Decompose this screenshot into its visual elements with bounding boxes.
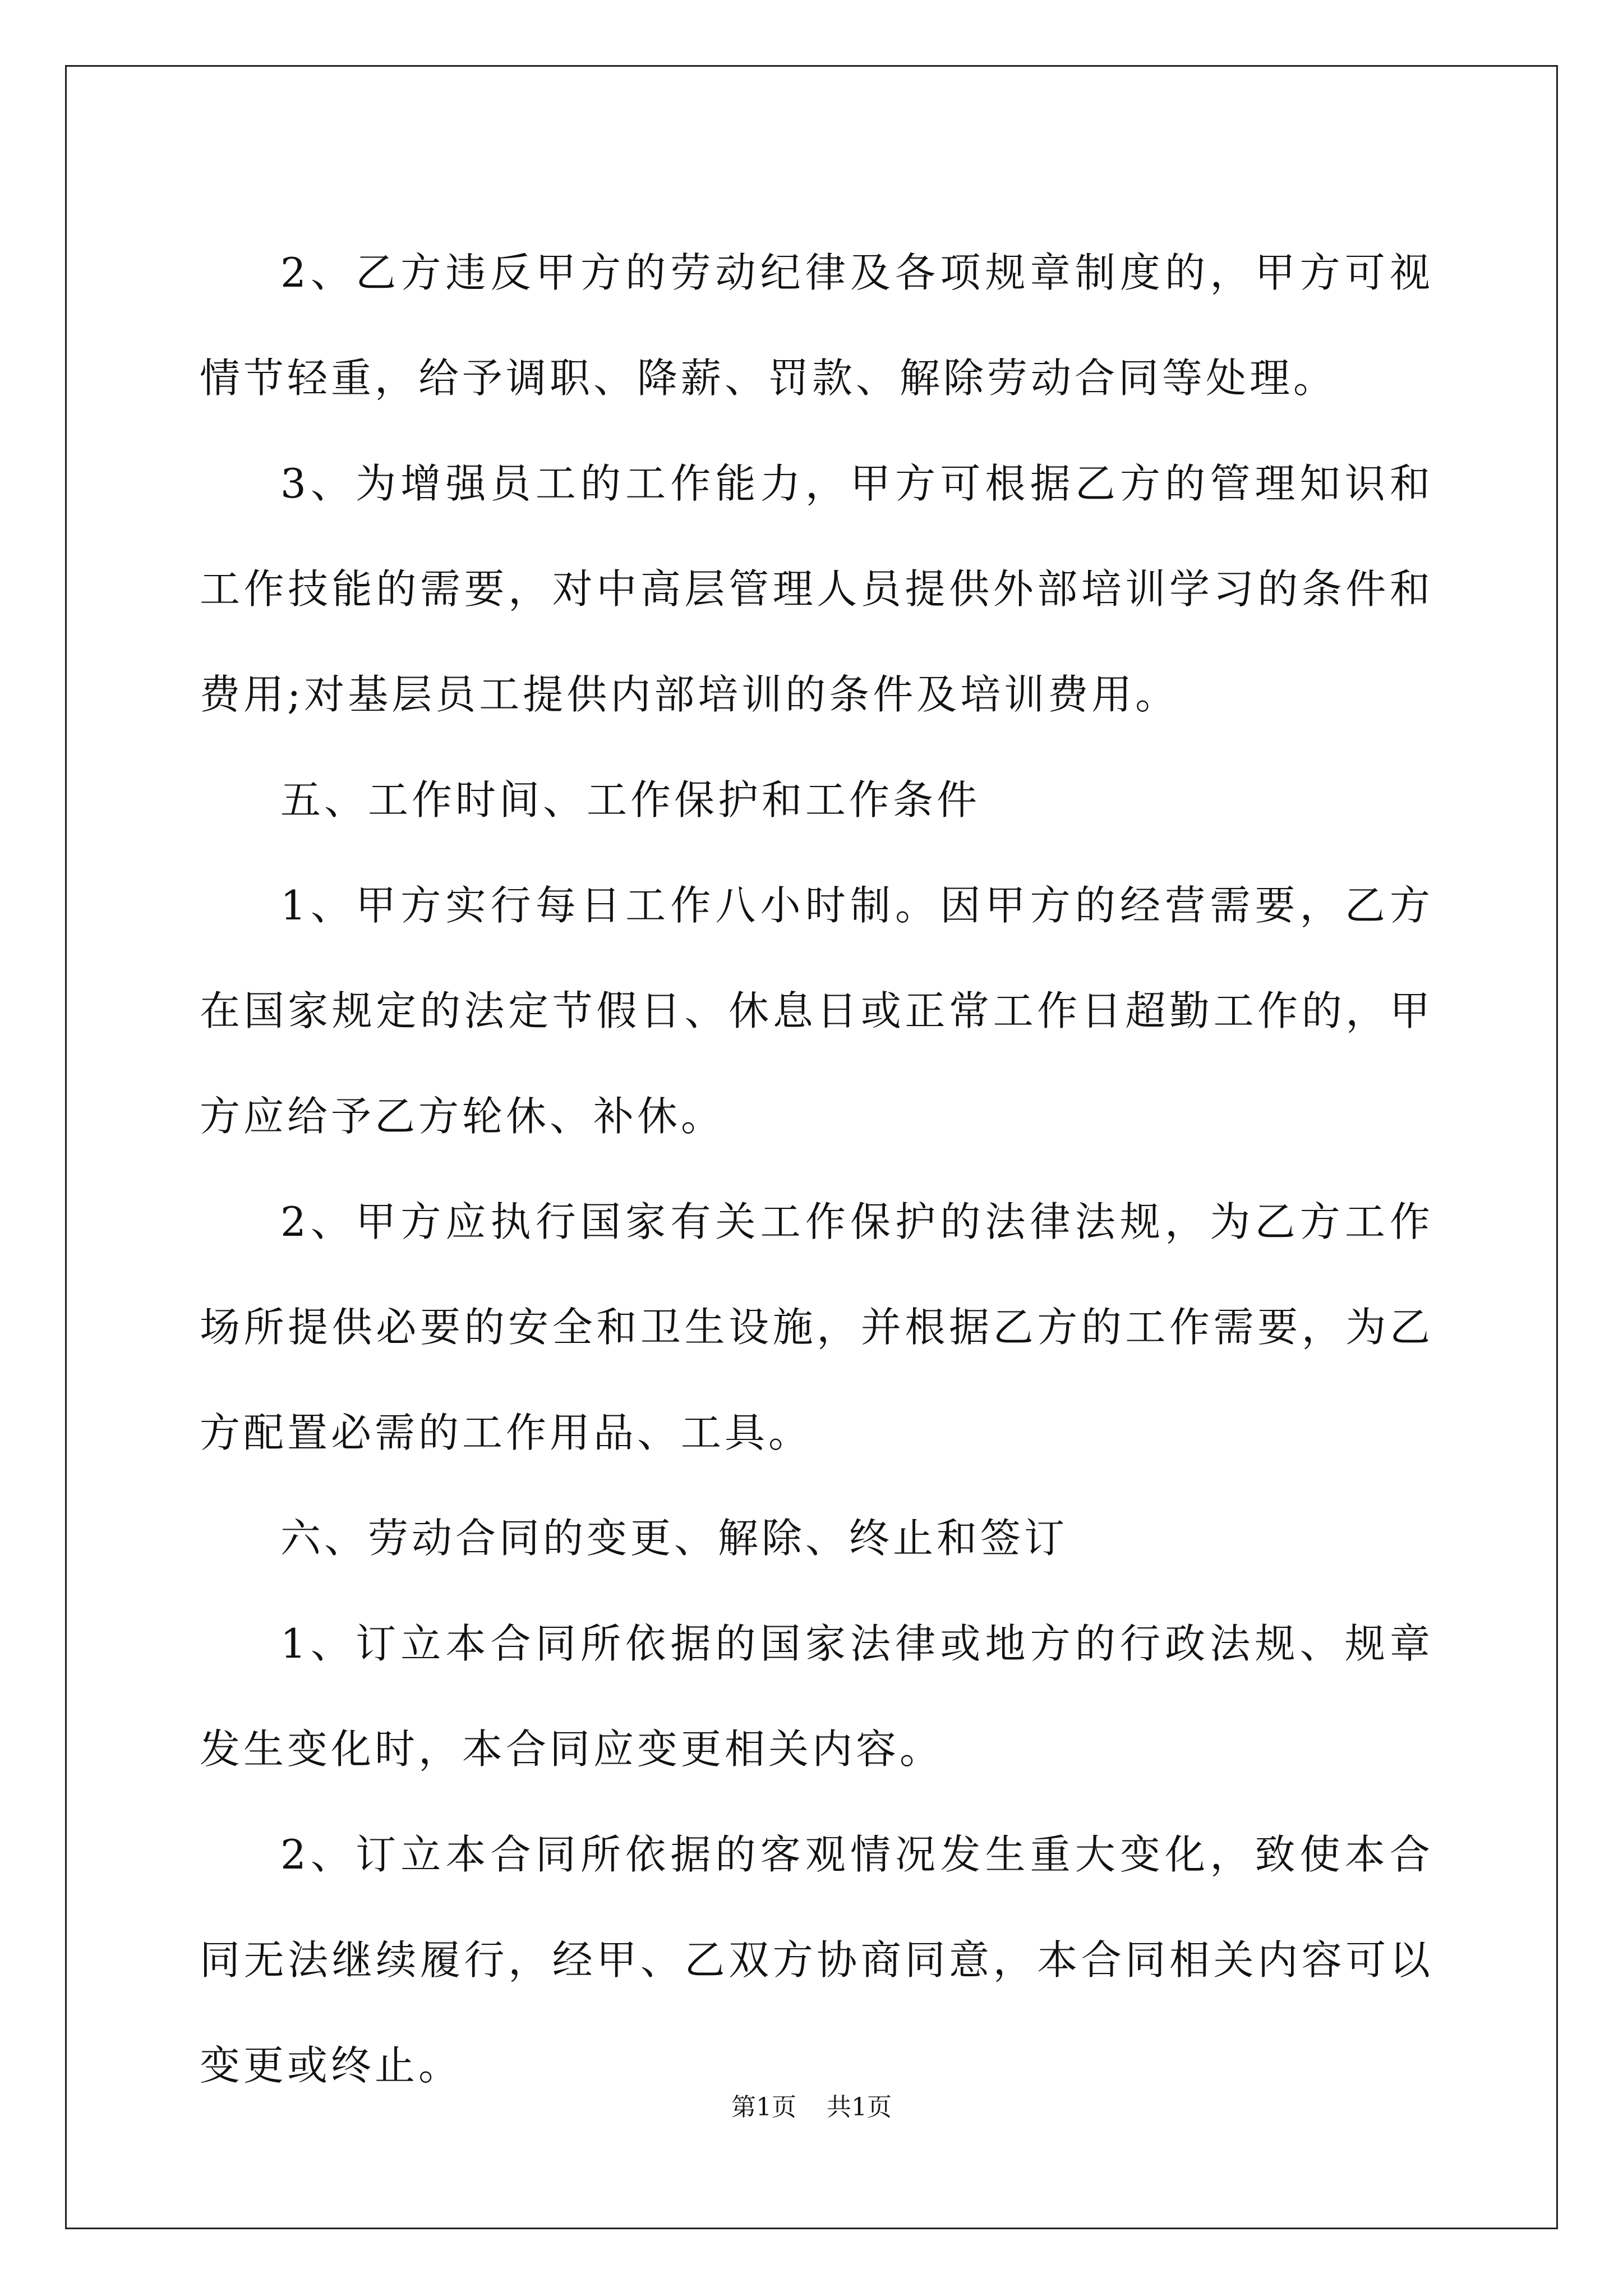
paragraph: 3、为增强员工的工作能力，甲方可根据乙方的管理知识和工作技能的需要，对中高层管理人员提供外部培训学习的条件和费用;对基层员工提供内部培训的条件及培训费用。 bbox=[200, 460, 1433, 718]
paragraph: 2、订立本合同所依据的客观情况发生重大变化，致使本合同无法继续履行，经甲、乙双方协商同意，本合同相关内容可以变更或终止。 bbox=[200, 1831, 1433, 2089]
paragraph: 1、甲方实行每日工作八小时制。因甲方的经营需要，乙方在国家规定的法定节假日、休息日或正常工作日超勤工作的，甲方应给予乙方轮休、补休。 bbox=[200, 882, 1433, 1140]
paragraph: 2、乙方违反甲方的劳动纪律及各项规章制度的，甲方可视情节轻重，给予调职、降薪、罚款、解除劳动合同等处理。 bbox=[200, 249, 1433, 402]
document-body bbox=[200, 220, 1433, 2118]
paragraph: 1、订立本合同所依据的国家法律或地方的行政法规、规章发生变化时，本合同应变更相关内容。 bbox=[200, 1620, 1433, 1773]
section-heading: 六、劳动合同的变更、解除、终止和签订 bbox=[280, 1515, 1068, 1562]
page-footer bbox=[0, 2087, 1623, 2123]
paragraph: 2、甲方应执行国家有关工作保护的法律法规，为乙方工作场所提供必要的安全和卫生设施，并根据乙方的工作需要，为乙方配置必需的工作用品、工具。 bbox=[200, 1198, 1433, 1456]
section-heading: 五、工作时间、工作保护和工作条件 bbox=[280, 776, 981, 823]
page-number: 第1页 bbox=[731, 2093, 796, 2122]
page-count: 共1页 bbox=[827, 2093, 892, 2122]
